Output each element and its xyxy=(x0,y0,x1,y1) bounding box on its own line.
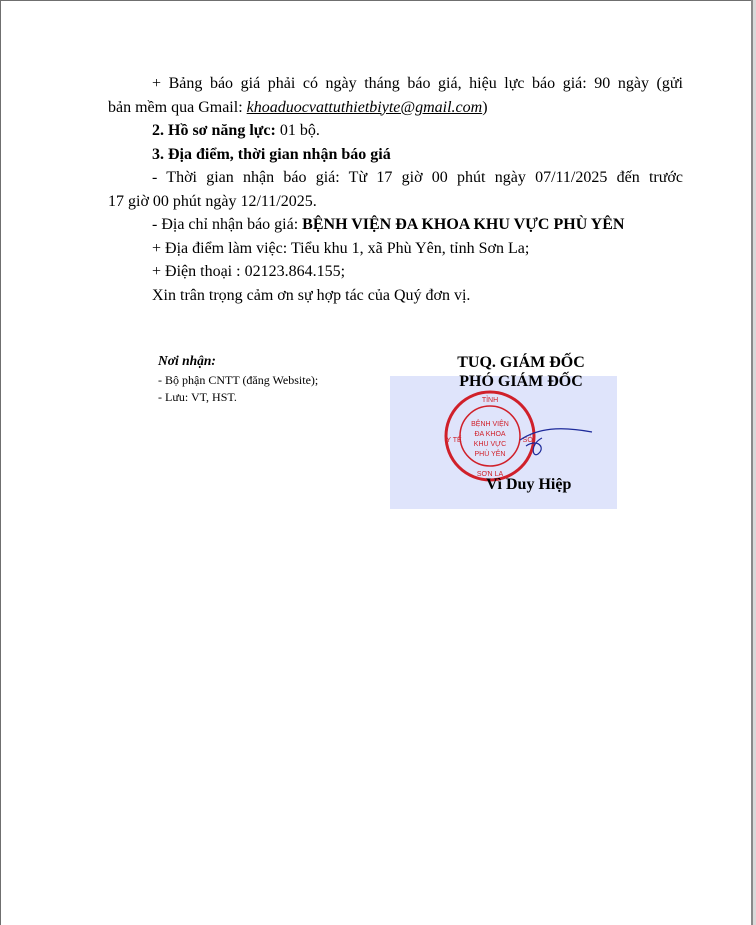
email-prefix: bản mềm qua Gmail: xyxy=(108,98,247,116)
address-value: BỆNH VIỆN ĐA KHOA KHU VỰC PHÙ YÊN xyxy=(302,216,625,233)
recipient-item: - Bộ phận CNTT (đăng Website); xyxy=(158,373,319,387)
quote-requirement-line xyxy=(108,72,683,96)
address-line xyxy=(108,213,683,237)
profile-line xyxy=(108,119,683,143)
recipients-title: Nơi nhận: xyxy=(158,353,216,368)
section-3-title: 3. Địa điểm, thời gian nhận báo giá xyxy=(152,145,391,163)
time-text-1: - Thời gian nhận báo giá: Từ 17 giờ 00 phút ngày 07/11/2025 đến trước xyxy=(152,169,683,186)
email-line xyxy=(108,96,683,120)
seal-center-3: KHU VỰC xyxy=(473,441,507,448)
email-suffix: ) xyxy=(482,98,488,116)
quote-requirement-text: + Bảng báo giá phải có ngày tháng báo giá, hiệu lực báo giá: 90 ngày (gửi xyxy=(152,75,683,92)
workplace-line: + Địa điểm làm việc: Tiểu khu 1, xã Phù Yên, tỉnh Sơn La; xyxy=(152,239,530,257)
phone-line: + Điện thoại : 02123.864.155; xyxy=(152,263,346,280)
recipients-block xyxy=(158,352,318,406)
time-line-1 xyxy=(108,166,683,190)
seal-ring-right: SỞ xyxy=(522,437,534,444)
document-body xyxy=(108,72,683,307)
address-label: - Địa chỉ nhận báo giá: xyxy=(152,216,303,233)
seal-ring-top: TỈNH xyxy=(481,397,499,404)
profile-value: 01 bộ. xyxy=(275,122,320,139)
email-link[interactable]: khoaduocvattuthietbiyte@gmail.com xyxy=(246,98,483,116)
signature-title-line-2: PHÓ GIÁM ĐỐC xyxy=(459,373,583,390)
seal-center-1: BỆNH VIỆN xyxy=(471,421,509,428)
seal-center-2: ĐA KHOA xyxy=(474,431,506,438)
page-border-top xyxy=(0,0,752,1)
time-line-2: 17 giờ 00 phút ngày 12/11/2025. xyxy=(108,192,317,210)
page-border-left xyxy=(0,0,1,925)
official-seal-icon xyxy=(442,388,602,488)
signer-name: Vì Duy Hiệp xyxy=(486,476,572,493)
seal-ring-left: Y TẾ xyxy=(446,437,462,444)
signature-title-line-1: TUQ. GIÁM ĐỐC xyxy=(457,354,585,371)
profile-label: 2. Hồ sơ năng lực: xyxy=(152,122,276,139)
signature-title xyxy=(390,353,652,391)
closing-line: Xin trân trọng cảm ơn sự hợp tác của Quý đơn vị. xyxy=(152,286,471,304)
seal-center-4: PHÙ YÊN xyxy=(474,451,506,458)
seal-ring-bottom: SƠN LA xyxy=(476,471,504,478)
recipient-item: - Lưu: VT, HST. xyxy=(158,390,237,404)
